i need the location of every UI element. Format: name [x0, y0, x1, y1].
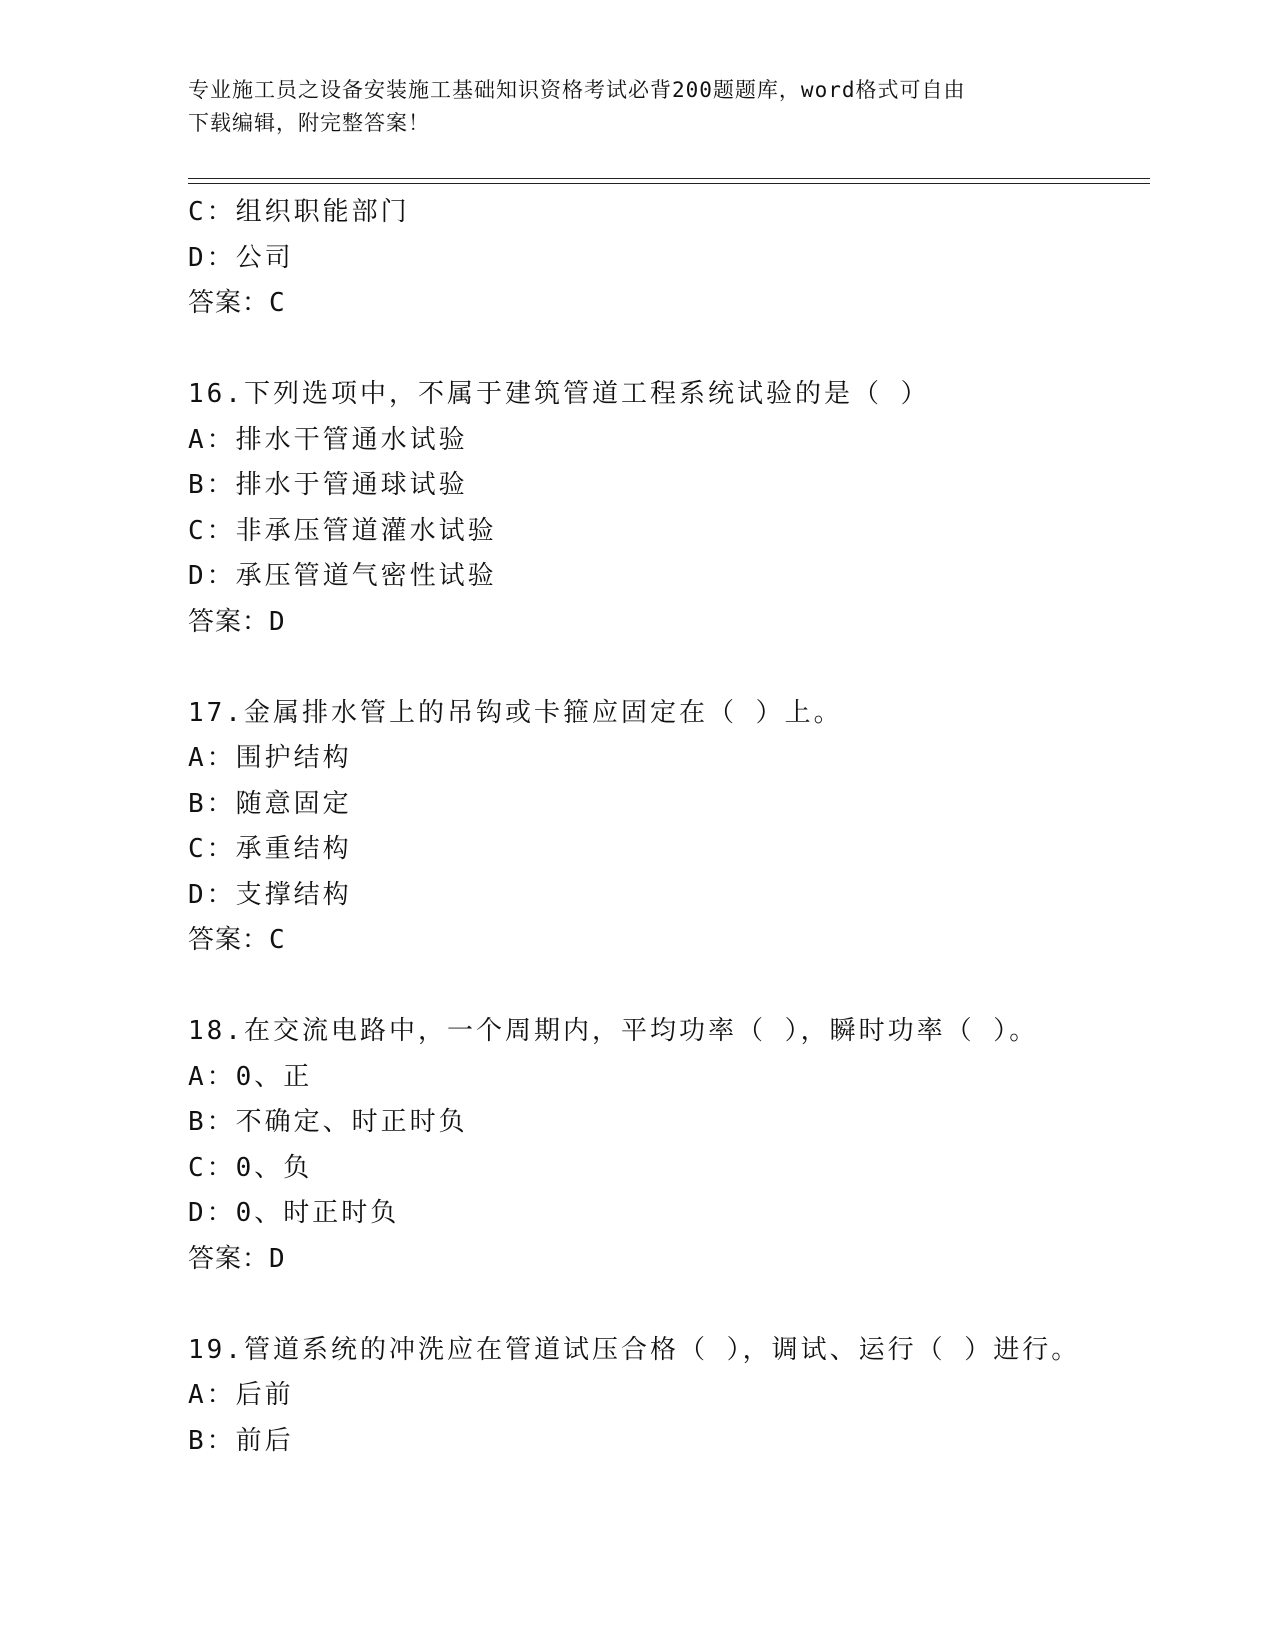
option-b: B：排水于管通球试验: [188, 470, 468, 500]
header-line-2: 下载编辑，附完整答案！: [188, 111, 430, 135]
answer: 答案：D: [188, 606, 286, 637]
option-d: D：0、时正时负: [188, 1198, 400, 1228]
option-d: D：公司: [188, 242, 294, 273]
document-header: [188, 74, 1088, 140]
option-a: A：后前: [188, 1380, 294, 1410]
header-rule-bottom: [188, 183, 1150, 184]
option-b: B：不确定、时正时负: [188, 1107, 468, 1137]
option-b: B：前后: [188, 1425, 294, 1456]
question-stem: 19.管道系统的冲洗应在管道试压合格（ ），调试、运行（ ）进行。: [188, 1334, 1081, 1365]
option-d: D：支撑结构: [188, 879, 352, 910]
option-b: B：随意固定: [188, 788, 352, 819]
option-c: C：0、负: [188, 1152, 313, 1183]
spacer: [188, 327, 1148, 373]
option-a: A：0、正: [188, 1061, 313, 1092]
option-c: C：承重结构: [188, 834, 352, 864]
answer: 答案：C: [188, 925, 286, 955]
option-c: C：非承压管道灌水试验: [188, 515, 497, 546]
answer: 答案：C: [188, 288, 286, 318]
question-list: [188, 190, 1148, 1464]
spacer: [188, 1282, 1148, 1328]
header-rule-top: [188, 178, 1150, 179]
option-c: C：组织职能部门: [188, 197, 410, 227]
spacer: [188, 964, 1148, 1010]
question-stem: 17.金属排水管上的吊钩或卡箍应固定在（ ）上。: [188, 697, 843, 728]
option-a: A：排水干管通水试验: [188, 424, 468, 455]
answer: 答案：D: [188, 1243, 286, 1274]
header-line-1: 专业施工员之设备安装施工基础知识资格考试必背200题题库，word格式可自由: [188, 78, 966, 102]
option-d: D：承压管道气密性试验: [188, 561, 497, 591]
question-stem: 18.在交流电路中，一个周期内，平均功率（ ），瞬时功率（ ）。: [188, 1016, 1039, 1046]
option-a: A：围护结构: [188, 743, 352, 773]
spacer: [188, 645, 1148, 691]
question-stem: 16.下列选项中，不属于建筑管道工程系统试验的是（ ）: [188, 379, 930, 409]
